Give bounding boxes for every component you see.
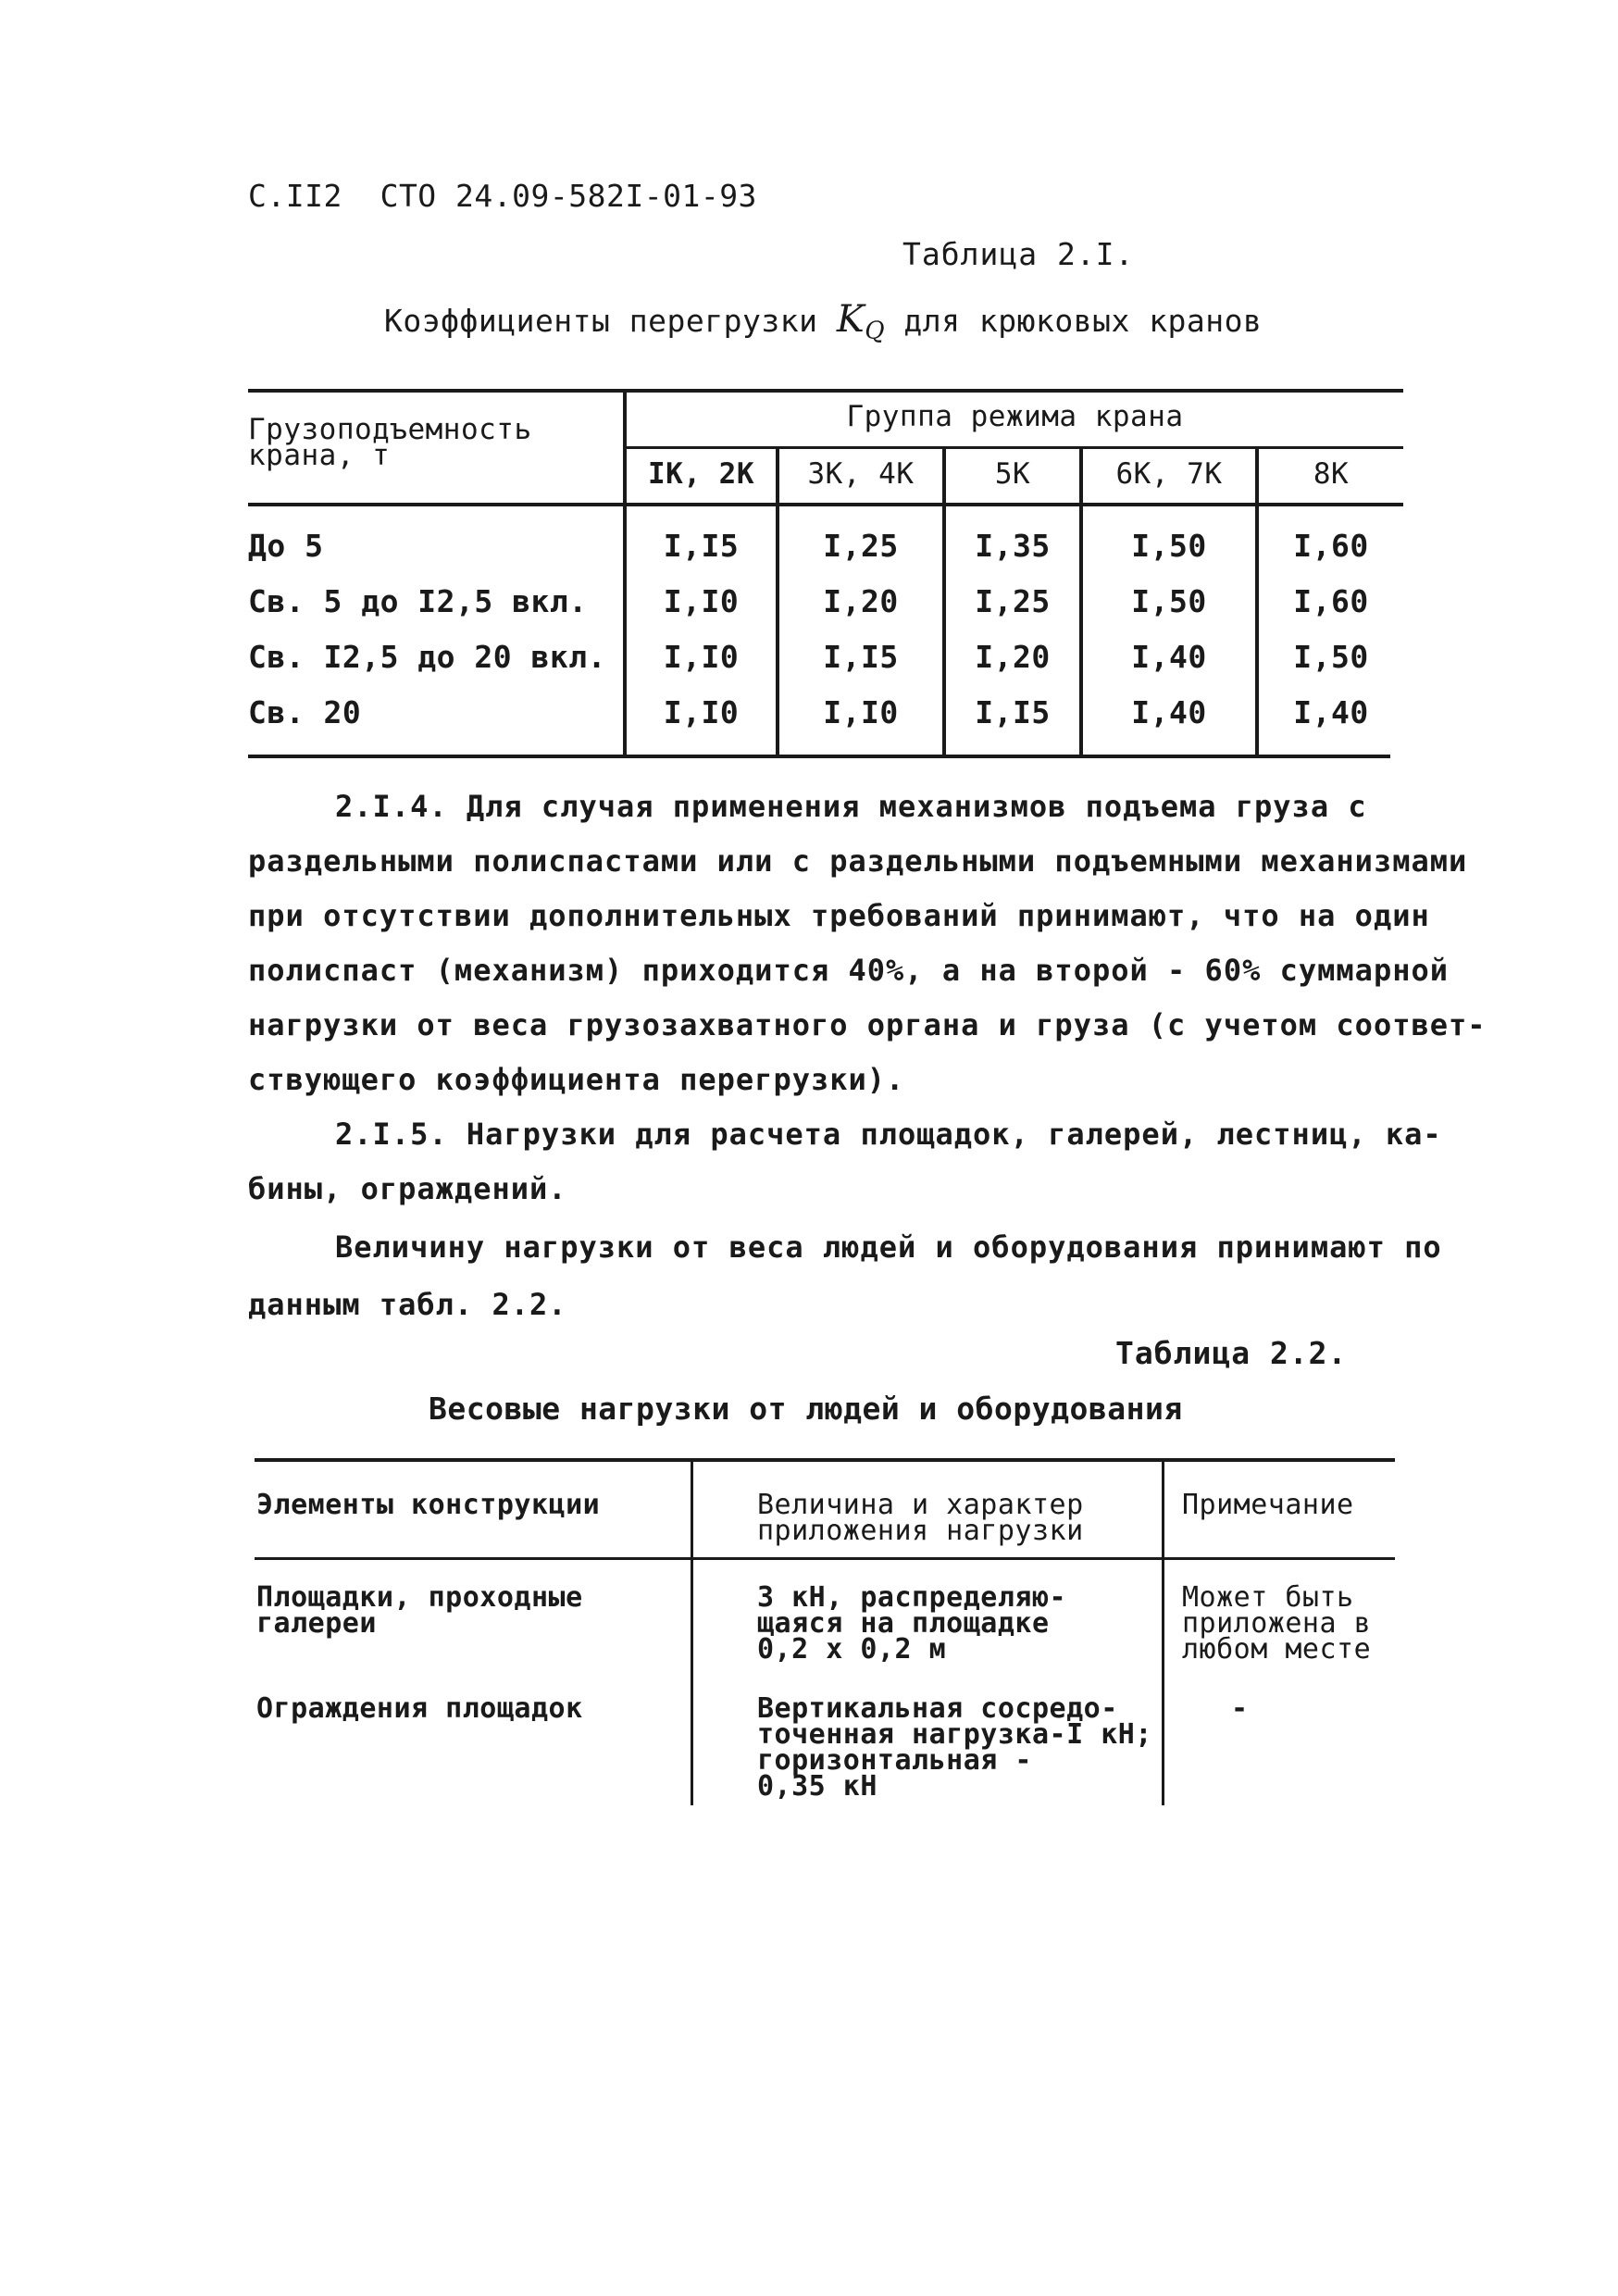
table2-cell-element: Площадки, проходные галереи	[256, 1581, 583, 1640]
table1-cell: I,I0	[823, 694, 899, 730]
table1-cell: I,20	[823, 583, 899, 619]
table1-cell: I,35	[975, 528, 1051, 564]
paragraph-2-1-5-line: 2.I.5. Нагрузки для расчета площадок, галерей, лестниц, ка-	[335, 1117, 1442, 1152]
table1-group-3: 5К	[994, 457, 1031, 491]
page-header: С.II2 СТО 24.09-582I-01-93	[248, 178, 757, 214]
table2-cell-element: Ограждения площадок	[256, 1692, 583, 1725]
table1-cell: I,50	[1131, 583, 1207, 619]
table1-title-symbol: K	[836, 298, 865, 341]
table1-group-4: 6К, 7К	[1115, 457, 1223, 491]
table2-title: Весовые нагрузки от людей и оборудования	[429, 1391, 1183, 1427]
table2-header-rule	[255, 1557, 1395, 1560]
table1-cell: I,60	[1293, 528, 1369, 564]
table2-header-value: Величина и характер приложения нагрузки	[757, 1489, 1084, 1547]
table1-cell: I,50	[1131, 528, 1207, 564]
table1-group-rule	[625, 446, 1403, 449]
table2-cell-note: Может быть приложена в любом месте	[1182, 1581, 1372, 1666]
table1-capacity-header: Грузоподъемность крана, т	[248, 413, 532, 472]
table1-top-rule	[248, 389, 1403, 393]
paragraph-2-1-4-line: раздельными полиспастами или с раздельными подъемными механизмами	[248, 843, 1468, 879]
table1-cell: I,I0	[663, 583, 740, 619]
table1-cell: I,60	[1293, 583, 1369, 619]
table2-caption: Таблица 2.2.	[1115, 1335, 1348, 1371]
paragraph-2-1-4-line: полиспаст (механизм) приходится 40%, а на второй - 60% суммарной	[248, 953, 1449, 988]
table2-vrule-2	[1162, 1458, 1164, 1805]
paragraph-2-1-4-line: при отсутствии дополнительных требований принимают, что на один	[248, 898, 1430, 933]
table1-row-label: До 5	[248, 528, 324, 564]
paragraph-2-1-4-line: ствующего коэффициента перегрузки).	[248, 1062, 905, 1097]
table1-cell: I,40	[1293, 694, 1369, 730]
table1-row-label: Св. 5 до I2,5 вкл.	[248, 583, 588, 619]
table1-cell: I,I5	[975, 694, 1051, 730]
table2-cell-note: -	[1231, 1692, 1249, 1725]
table1-cell: I,I0	[663, 639, 740, 675]
paragraph-value-line: Величину нагрузки от веса людей и оборудования принимают по	[335, 1229, 1442, 1265]
table1-cell: I,I5	[663, 528, 740, 564]
table1-row-label: Св. I2,5 до 20 вкл.	[248, 639, 606, 675]
table2-header-elements: Элементы конструкции	[256, 1489, 601, 1521]
table2-vrule-1	[691, 1458, 693, 1805]
table1-cell: I,50	[1293, 639, 1369, 675]
paragraph-value-line: данным табл. 2.2.	[248, 1287, 567, 1322]
table1-title-subscript: Q	[865, 317, 886, 345]
table2-cell-value: Вертикальная сосредо- точенная нагрузка-I кН; горизонтальная - 0,35 кН	[757, 1692, 1152, 1803]
table1-group-1: IК, 2К	[648, 457, 754, 491]
paragraph-2-1-4-line: нагрузки от веса грузозахватного органа и груза (с учетом соответ-	[248, 1007, 1487, 1042]
table1-title	[384, 298, 1262, 345]
table1-cell: I,40	[1131, 694, 1207, 730]
table1-caption: Таблица 2.I.	[902, 236, 1135, 272]
table1-header-rule	[248, 503, 1403, 506]
table1-group-2: 3К, 4К	[807, 457, 915, 491]
table2-cell-value: 3 кН, распределяю- щаяся на площадке 0,2 х 0,2 м	[757, 1581, 1067, 1666]
table1-cell: I,25	[823, 528, 899, 564]
table1-cell: I,25	[975, 583, 1051, 619]
table1-cell: I,40	[1131, 639, 1207, 675]
table1-cell: I,I5	[823, 639, 899, 675]
table1-cell: I,20	[975, 639, 1051, 675]
table1-row-label: Св. 20	[248, 694, 362, 730]
paragraph-2-1-4-line: 2.I.4. Для случая применения механизмов подъема груза с	[335, 789, 1367, 824]
table1-group-header: Группа режима крана	[846, 400, 1184, 433]
table1-group-5: 8К	[1313, 457, 1350, 491]
table2-top-rule	[255, 1458, 1395, 1462]
table2-header-note: Примечание	[1182, 1489, 1354, 1521]
table1-cell: I,I0	[663, 694, 740, 730]
table1-title-after: для крюковых кранов	[885, 303, 1263, 339]
table1-bottom-rule	[248, 755, 1390, 758]
paragraph-2-1-5-line: бины, ограждений.	[248, 1171, 567, 1206]
table1-title-before: Коэффициенты перегрузки	[384, 303, 837, 339]
